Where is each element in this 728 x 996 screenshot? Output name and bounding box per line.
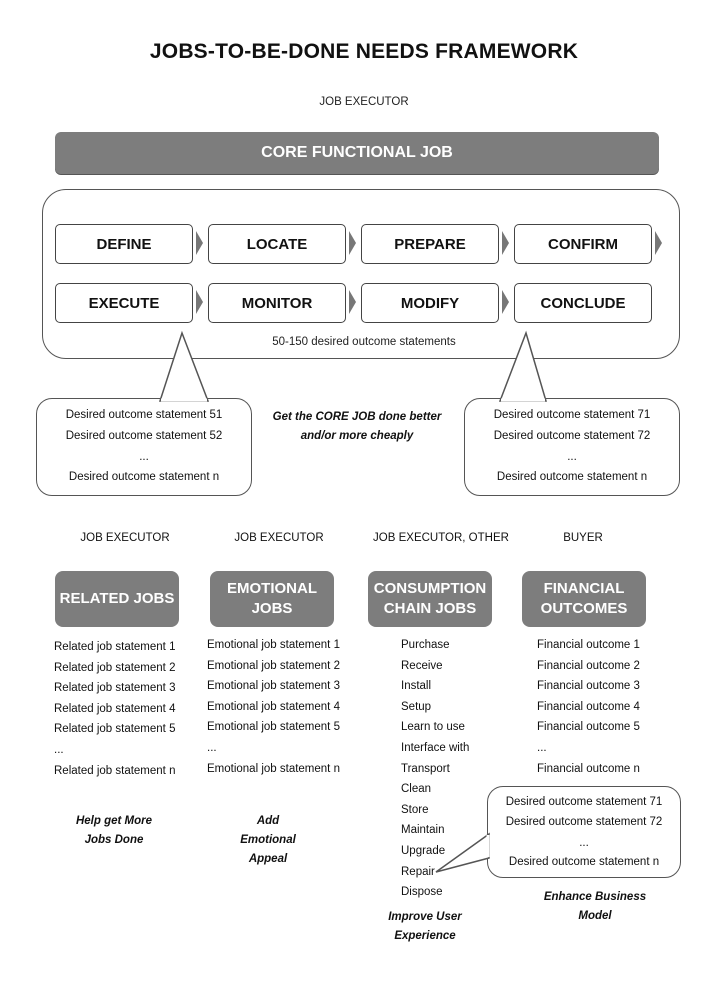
- stage-monitor: MONITOR: [208, 283, 346, 323]
- financial-outcomes-list: [537, 635, 640, 779]
- list-item: Emotional job statement 4: [207, 700, 340, 713]
- arrow-right-icon: [196, 231, 203, 255]
- benefit-emotional: [200, 812, 336, 869]
- executor-financial: BUYER: [563, 532, 603, 544]
- core-job-note: [252, 408, 462, 446]
- executor-emotional: JOB EXECUTOR: [234, 532, 324, 544]
- callout-bottom-pointer: [434, 828, 490, 878]
- callout-right-line: Desired outcome statement n: [496, 471, 648, 483]
- stage-prepare: PREPARE: [361, 224, 499, 264]
- list-item: Emotional job statement 3: [207, 680, 340, 693]
- list-item: Repair: [401, 865, 435, 878]
- emotional-jobs-list: [207, 635, 340, 779]
- executor-related: JOB EXECUTOR: [80, 532, 170, 544]
- category-consumption-chain-jobs: CONSUMPTION CHAIN JOBS: [368, 571, 492, 627]
- benefit-line: Appeal: [248, 853, 288, 865]
- core-functional-job-bar: CORE FUNCTIONAL JOB: [55, 132, 659, 174]
- list-item: Dispose: [401, 886, 443, 899]
- benefit-line: Experience: [394, 930, 456, 942]
- list-item: Financial outcome n: [537, 762, 640, 775]
- benefit-line: Model: [578, 910, 612, 922]
- list-item: Transport: [401, 762, 450, 775]
- outcome-count-label: 50-150 desired outcome statements: [272, 336, 456, 348]
- category-financial-outcomes: FINANCIAL OUTCOMES: [522, 571, 646, 627]
- stage-confirm: CONFIRM: [514, 224, 652, 264]
- list-item: Purchase: [401, 639, 450, 651]
- callout-right: [464, 398, 680, 496]
- list-item: Emotional job statement 2: [207, 659, 340, 672]
- core-job-note-line: and/or more cheaply: [300, 430, 414, 442]
- list-item: Learn to use: [401, 721, 465, 734]
- diagram-title: JOBS-TO-BE-DONE NEEDS FRAMEWORK: [149, 40, 579, 63]
- category-emotional-jobs: EMOTIONAL JOBS: [210, 571, 334, 627]
- list-item: Financial outcome 1: [537, 639, 640, 651]
- list-item: Related job statement 2: [54, 661, 176, 674]
- stage-locate: LOCATE: [208, 224, 346, 264]
- stage-conclude: CONCLUDE: [514, 283, 652, 323]
- callout-right-line: Desired outcome statement 71: [493, 409, 651, 421]
- executor-consumption: JOB EXECUTOR, OTHER: [373, 532, 509, 544]
- list-item: ...: [207, 741, 217, 754]
- callout-right-pointer: [490, 330, 570, 402]
- callout-left-pointer: [150, 330, 230, 402]
- callout-left-line: Desired outcome statement 51: [65, 409, 223, 421]
- list-item: Related job statement 5: [54, 723, 176, 736]
- callout-bottom-line: Desired outcome statement n: [508, 856, 660, 868]
- stage-modify: MODIFY: [361, 283, 499, 323]
- arrow-right-icon: [655, 231, 662, 255]
- list-item: Install: [401, 680, 432, 693]
- arrow-right-icon: [502, 231, 509, 255]
- list-item: Financial outcome 4: [537, 700, 640, 713]
- list-item: Clean: [401, 783, 432, 796]
- arrow-right-icon: [502, 290, 509, 314]
- benefit-line: Jobs Done: [84, 834, 144, 846]
- list-item: Related job statement 1: [54, 641, 176, 653]
- benefit-line: Emotional: [240, 834, 296, 846]
- arrow-right-icon: [349, 231, 356, 255]
- list-item: Maintain: [401, 824, 445, 837]
- benefit-line: Help get More: [75, 815, 153, 827]
- related-jobs-list: [54, 637, 175, 781]
- callout-left-line: Desired outcome statement 52: [65, 430, 223, 442]
- list-item: ...: [54, 743, 64, 756]
- callout-bottom-line: Desired outcome statement 71: [505, 796, 663, 808]
- benefit-consumption: [355, 908, 495, 946]
- stage-execute: EXECUTE: [55, 283, 193, 323]
- job-map-frame: [42, 189, 680, 359]
- benefit-line: Improve User: [388, 911, 462, 923]
- list-item: ...: [537, 741, 547, 754]
- list-item: Interface with: [401, 741, 470, 754]
- list-item: Receive: [401, 659, 443, 672]
- list-item: Emotional job statement 5: [207, 721, 340, 734]
- stage-define: DEFINE: [55, 224, 193, 264]
- callout-bottom-line: Desired outcome statement 72: [505, 816, 663, 828]
- list-item: Emotional job statement n: [207, 762, 340, 775]
- list-item: Financial outcome 5: [537, 721, 640, 734]
- callout-bottom-line: ...: [579, 837, 589, 849]
- list-item: Upgrade: [401, 844, 446, 857]
- callout-left: [36, 398, 252, 496]
- benefit-related: [46, 812, 182, 850]
- benefit-line: Enhance Business: [543, 891, 647, 903]
- category-related-jobs: RELATED JOBS: [55, 571, 179, 627]
- list-item: Store: [401, 803, 429, 816]
- core-job-note-line: Get the CORE JOB done better: [272, 411, 442, 423]
- callout-right-line: Desired outcome statement 72: [493, 430, 651, 442]
- benefit-line: Add: [256, 815, 280, 827]
- benefit-financial: [515, 888, 675, 926]
- callout-bottom: [487, 786, 681, 878]
- list-item: Setup: [401, 700, 432, 713]
- arrow-right-icon: [196, 290, 203, 314]
- list-item: Emotional job statement 1: [207, 639, 340, 651]
- top-job-executor-label: JOB EXECUTOR: [319, 96, 409, 108]
- list-item: Related job statement 3: [54, 682, 176, 695]
- arrow-right-icon: [349, 290, 356, 314]
- callout-left-line: Desired outcome statement n: [68, 471, 220, 483]
- list-item: Financial outcome 2: [537, 659, 640, 672]
- list-item: Related job statement 4: [54, 702, 176, 715]
- callout-left-line: ...: [139, 451, 149, 463]
- callout-right-line: ...: [567, 451, 577, 463]
- list-item: Financial outcome 3: [537, 680, 640, 693]
- list-item: Related job statement n: [54, 764, 176, 777]
